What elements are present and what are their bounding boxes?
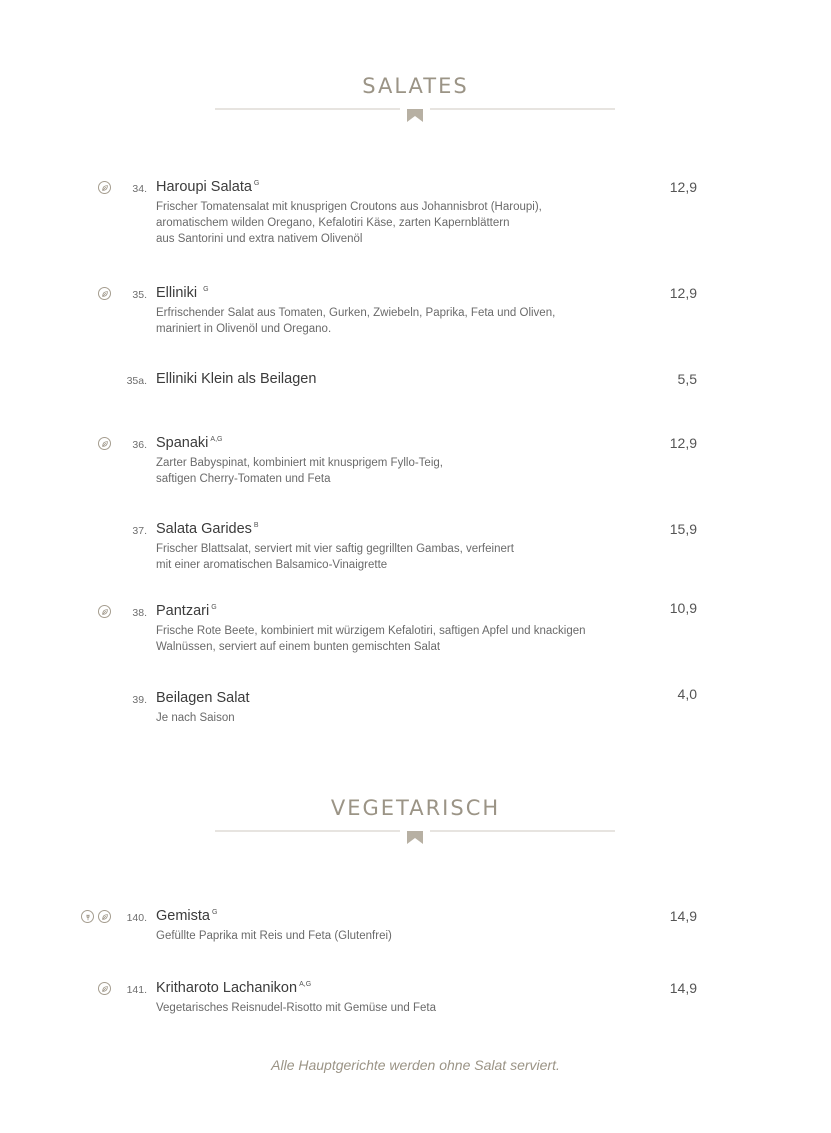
item-number: 35a. — [126, 375, 147, 387]
item-name: Gemista $^G$ — [156, 908, 218, 924]
item-price: 15,9 — [669, 521, 697, 537]
leaf-icon — [98, 910, 111, 923]
item-number: 35. — [132, 289, 147, 301]
item-description: Je nach Saison — [156, 712, 235, 724]
item-price: 14,9 — [669, 980, 697, 996]
item-description: Frische Rote Beete, kombiniert mit würzigem Kefalotiri, saftigen Apfel und knackigen Walnüssen, serviert auf einem bunten gemischten Salat — [156, 625, 586, 653]
leaf-icon — [98, 982, 111, 995]
item-description: Frischer Tomatensalat mit knusprigen Croutons aus Johannisbrot (Haroupi), aromatischem wilden Oregano, Kefalotiri Käse, zarten Kapernblättern aus Santorini und extra nativem Olivenöl — [156, 201, 542, 245]
item-name: Pantzari $^G$ — [156, 603, 217, 619]
item-name: Salata Garides $^B$ — [156, 521, 259, 537]
item-number: 34. — [132, 183, 147, 195]
item-name: Haroupi Salata $^G$ — [156, 179, 260, 195]
item-name: Kritharoto Lachanikon $^{A,G}$ — [156, 980, 312, 996]
item-description: Vegetarisches Reisnudel-Risotto mit Gemüse und Feta — [156, 1002, 436, 1014]
leaf-icon — [98, 605, 111, 618]
wheat-icon — [81, 910, 94, 923]
item-description: Gefüllte Paprika mit Reis und Feta (Glutenfrei) — [156, 930, 392, 942]
item-description: Erfrischender Salat aus Tomaten, Gurken, Zwiebeln, Paprika, Feta und Oliven, mariniert in Olivenöl und Oregano. — [156, 307, 556, 335]
allergen-codes: A,G — [299, 981, 312, 989]
item-price: 5,5 — [677, 371, 697, 387]
item-name: Elliniki Klein als Beilagen — [156, 371, 317, 387]
allergen-codes: G — [212, 909, 218, 917]
leaf-icon — [98, 181, 111, 194]
item-name: Elliniki $^G$ — [156, 285, 209, 301]
section-title-vegetarisch: VEGETARISCH — [330, 796, 501, 820]
item-price: 4,0 — [677, 686, 697, 702]
item-price: 14,9 — [669, 908, 697, 924]
item-price: 12,9 — [669, 435, 697, 451]
item-price: 12,9 — [669, 179, 697, 195]
item-name: Beilagen Salat — [156, 690, 250, 706]
item-number: 37. — [132, 525, 147, 537]
leaf-icon — [98, 287, 111, 300]
item-number: 38. — [132, 607, 147, 619]
item-description: Zarter Babyspinat, kombiniert mit knusprigem Fyllo-Teig, saftigen Cherry-Tomaten und Feta — [156, 457, 443, 485]
item-number: 39. — [132, 694, 147, 706]
allergen-codes: G — [203, 286, 209, 294]
item-number: 140. — [126, 912, 147, 924]
allergen-codes: A,G — [210, 436, 223, 444]
item-description: Frischer Blattsalat, serviert mit vier saftig gegrillten Gambas, verfeinert mit einer aromatischen Balsamico-Vinaigrette — [156, 543, 514, 571]
allergen-codes: B — [253, 522, 259, 530]
item-number: 141. — [126, 984, 147, 996]
allergen-codes: G — [253, 180, 260, 188]
item-price: 12,9 — [669, 285, 697, 301]
section-divider — [215, 107, 615, 123]
footer-note: Alle Hauptgerichte werden ohne Salat serviert. — [271, 1057, 560, 1073]
item-name: Spanaki $^{A,G}$ — [156, 435, 223, 451]
allergen-codes: G — [211, 604, 217, 612]
item-number: 36. — [132, 439, 147, 451]
section-title-salates: SALATES — [362, 74, 469, 98]
section-divider — [215, 829, 615, 845]
item-price: 10,9 — [669, 600, 697, 616]
leaf-icon — [98, 437, 111, 450]
